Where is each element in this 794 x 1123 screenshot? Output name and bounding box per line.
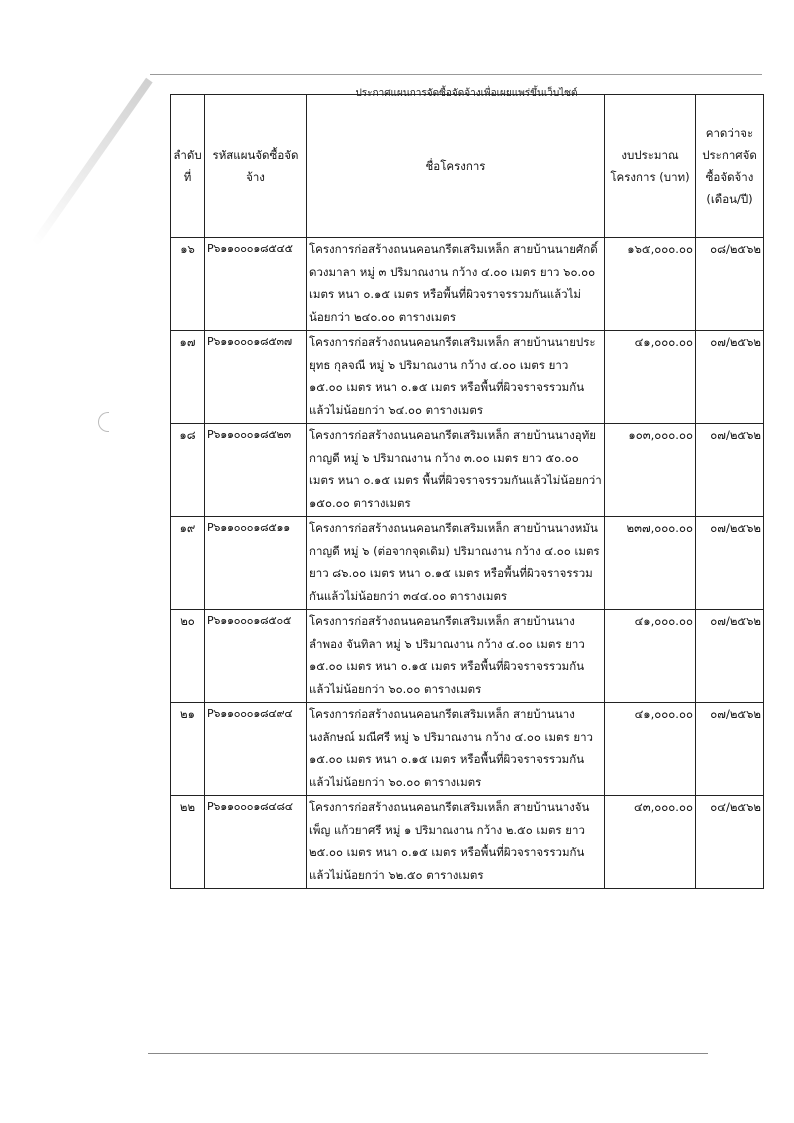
cell-budget: ๑๖๕,๐๐๐.๐๐	[605, 238, 696, 331]
table-row	[171, 517, 764, 610]
cell-budget: ๔๑,๐๐๐.๐๐	[605, 610, 696, 703]
cell-name: โครงการก่อสร้างถนนคอนกรีตเสริมเหล็ก สายบ้านนางหมัน กาญดี หมู่ ๖ (ต่อจากจุดเดิม) ปริมาณงาน กว้าง ๔.๐๐ เมตร ยาว ๘๖.๐๐ เมตร หนา ๐.๑๕ เมตร หรือพื้นที่ผิวจราจรรวมกันแล้วไม่น้อยกว่า ๓๔๔.๐๐ ตารางเมตร	[307, 517, 605, 610]
cell-name: โครงการก่อสร้างถนนคอนกรีตเสริมเหล็ก สายบ้านนางนงลักษณ์ มณีศรี หมู่ ๖ ปริมาณงาน กว้าง ๔.๐๐ เมตร ยาว ๑๕.๐๐ เมตร หนา ๐.๑๕ เมตร หรือพื้นที่ผิวจราจรรวมกันแล้วไม่น้อยกว่า ๖๐.๐๐ ตารางเมตร	[307, 703, 605, 796]
cell-code: P๖๑๑๐๐๐๑๘๕๑๑	[205, 517, 307, 610]
page-title: ประกาศแผนการจัดซื้อจัดจ้างเพื่อเผยแพร่ขึ้นเว็บไซต์	[355, 88, 578, 99]
cell-no: ๑๙	[171, 517, 205, 610]
cell-date: ๐๗/๒๕๖๒	[696, 424, 764, 517]
cell-date: ๐๗/๒๕๖๒	[696, 517, 764, 610]
cell-name: โครงการก่อสร้างถนนคอนกรีตเสริมเหล็ก สายบ้านนายศักดิ์ ดวงมาลา หมู่ ๓ ปริมาณงาน กว้าง ๔.๐๐ เมตร ยาว ๖๐.๐๐ เมตร หนา ๐.๑๕ เมตร หรือพื้นที่ผิวจราจรรวมกันแล้วไม่น้อยกว่า ๒๔๐.๐๐ ตารางเมตร	[307, 238, 605, 331]
table-row	[171, 331, 764, 424]
column-header-name: ชื่อโครงการ	[307, 95, 605, 238]
cell-name: โครงการก่อสร้างถนนคอนกรีตเสริมเหล็ก สายบ้านนางอุทัย กาญดี หมู่ ๖ ปริมาณงาน กว้าง ๓.๐๐ เมตร ยาว ๕๐.๐๐ เมตร หนา ๐.๑๕ เมตร พื้นที่ผิวจราจรรวมกันแล้วไม่น้อยกว่า ๑๕๐.๐๐ ตารางเมตร	[307, 424, 605, 517]
cell-date: ๐๘/๒๕๖๒	[696, 238, 764, 331]
cell-date: ๐๗/๒๕๖๒	[696, 331, 764, 424]
punch-hole-mark	[98, 412, 109, 432]
footer-rule	[148, 1053, 708, 1054]
cell-name: โครงการก่อสร้างถนนคอนกรีตเสริมเหล็ก สายบ้านนางลำพอง จันทิลา หมู่ ๖ ปริมาณงาน กว้าง ๔.๐๐ เมตร ยาว ๑๕.๐๐ เมตร หนา ๐.๑๕ เมตร หรือพื้นที่ผิวจราจรรวมกันแล้วไม่น้อยกว่า ๖๐.๐๐ ตารางเมตร	[307, 610, 605, 703]
procurement-plan-table	[170, 94, 764, 889]
column-header-code: รหัสแผนจัดซื้อจัดจ้าง	[205, 95, 307, 238]
cell-code: P๖๑๑๐๐๐๑๘๕๔๕	[205, 238, 307, 331]
column-header-budget: งบประมาณโครงการ (บาท)	[605, 95, 696, 238]
cell-no: ๒๑	[171, 703, 205, 796]
cell-budget: ๔๑,๐๐๐.๐๐	[605, 331, 696, 424]
cell-no: ๑๘	[171, 424, 205, 517]
cell-name: โครงการก่อสร้างถนนคอนกรีตเสริมเหล็ก สายบ้านนางจันเพ็ญ แก้วยาศรี หมู่ ๑ ปริมาณงาน กว้าง ๒.๕๐ เมตร ยาว ๒๕.๐๐ เมตร หนา ๐.๑๕ เมตร หรือพื้นที่ผิวจราจรรวมกันแล้วไม่น้อยกว่า ๖๒.๕๐ ตารางเมตร	[307, 796, 605, 889]
cell-no: ๒๒	[171, 796, 205, 889]
cell-date: ๐๗/๒๕๖๒	[696, 703, 764, 796]
cell-budget: ๔๓,๐๐๐.๐๐	[605, 796, 696, 889]
scan-edge-shadow	[31, 78, 152, 246]
column-header-date: คาดว่าจะประกาศจัดซื้อจัดจ้าง (เดือน/ปี)	[696, 95, 764, 238]
cell-budget: ๒๓๗,๐๐๐.๐๐	[605, 517, 696, 610]
cell-name: โครงการก่อสร้างถนนคอนกรีตเสริมเหล็ก สายบ้านนายประยุทธ กุลจณี หมู่ ๖ ปริมาณงาน กว้าง ๔.๐๐ เมตร ยาว ๑๕.๐๐ เมตร หนา ๐.๑๕ เมตร หรือพื้นที่ผิวจราจรรวมกันแล้วไม่น้อยกว่า ๖๔.๐๐ ตารางเมตร	[307, 331, 605, 424]
cell-no: ๒๐	[171, 610, 205, 703]
cell-no: ๑๗	[171, 331, 205, 424]
table-row	[171, 424, 764, 517]
cell-date: ๐๗/๒๕๖๒	[696, 610, 764, 703]
cell-code: P๖๑๑๐๐๐๑๘๕๒๓	[205, 424, 307, 517]
cell-budget: ๑๐๓,๐๐๐.๐๐	[605, 424, 696, 517]
cell-code: P๖๑๑๐๐๐๑๘๕๓๗	[205, 331, 307, 424]
table-row	[171, 703, 764, 796]
cell-no: ๑๖	[171, 238, 205, 331]
table-row	[171, 238, 764, 331]
table-header-row	[171, 95, 764, 238]
cell-date: ๐๔/๒๕๖๒	[696, 796, 764, 889]
table-row	[171, 796, 764, 889]
header-rule	[150, 74, 762, 75]
cell-budget: ๔๑,๐๐๐.๐๐	[605, 703, 696, 796]
cell-code: P๖๑๑๐๐๐๑๘๕๐๕	[205, 610, 307, 703]
table-row	[171, 610, 764, 703]
column-header-no: ลำดับที่	[171, 95, 205, 238]
cell-code: P๖๑๑๐๐๐๑๘๔๘๔	[205, 796, 307, 889]
cell-code: P๖๑๑๐๐๐๑๘๔๙๔	[205, 703, 307, 796]
